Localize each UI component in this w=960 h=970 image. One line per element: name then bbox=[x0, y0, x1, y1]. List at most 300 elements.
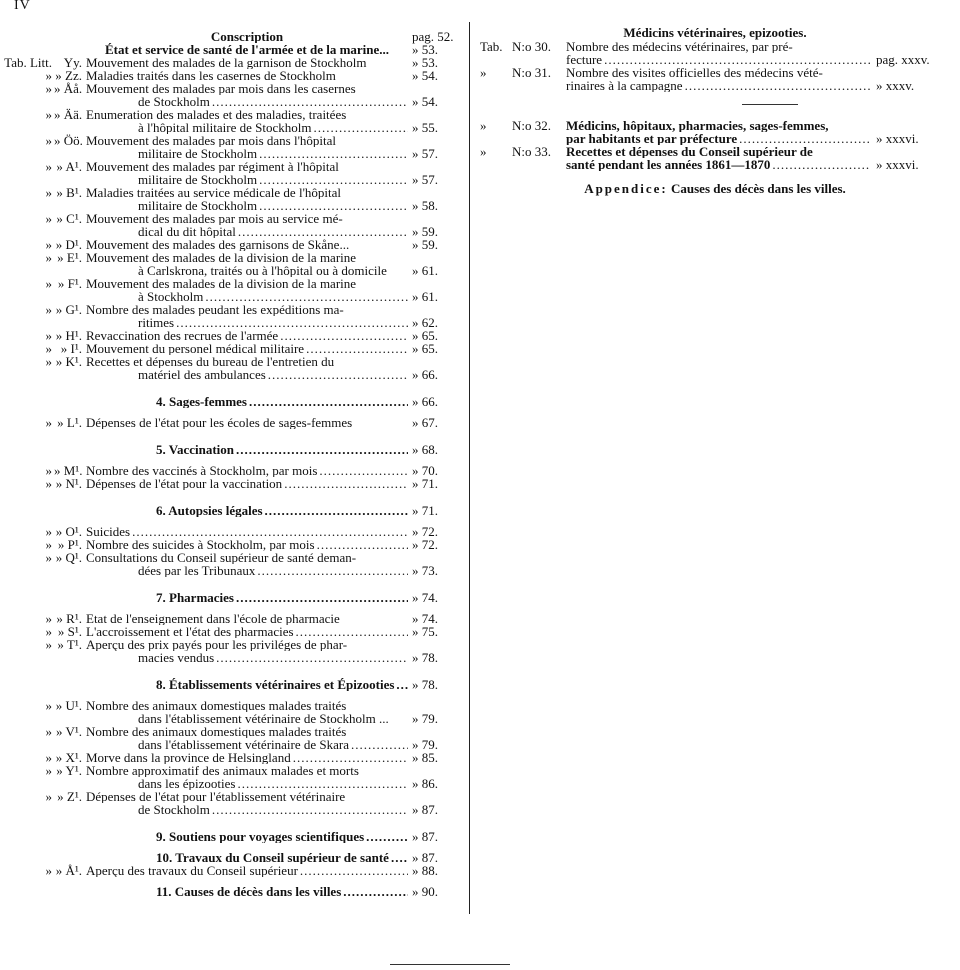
table-prefix: » bbox=[45, 524, 52, 539]
dot-leader bbox=[238, 225, 408, 238]
entry-text-cell bbox=[86, 238, 408, 251]
entry-text-cell bbox=[566, 66, 870, 79]
page-reference: » 87. bbox=[412, 802, 438, 817]
page-reference: » 86. bbox=[412, 776, 438, 791]
dot-leader bbox=[132, 525, 408, 538]
table-letter: » X¹. bbox=[55, 750, 82, 765]
page-reference: » 65. bbox=[412, 328, 438, 343]
page-reference: » 71. bbox=[412, 503, 438, 518]
table-letter: » Y¹. bbox=[56, 763, 82, 778]
entry-text-cell bbox=[566, 132, 870, 145]
dot-leader bbox=[176, 316, 408, 329]
entry-title: dans l'établissement vétérinaire de Skara bbox=[138, 738, 349, 751]
toc-entry bbox=[0, 212, 466, 225]
entry-title: Nombre approximatif des animaux malades et morts bbox=[86, 764, 359, 777]
toc-entry bbox=[0, 551, 466, 564]
dot-leader bbox=[265, 504, 408, 517]
entry-text-cell bbox=[86, 504, 408, 517]
section-heading-row bbox=[0, 30, 466, 43]
entry-title: Nombre des animaux domestiques malades traités bbox=[86, 699, 347, 712]
entry-text-cell bbox=[86, 725, 408, 738]
entry-text-cell bbox=[138, 121, 408, 134]
dot-leader bbox=[396, 678, 408, 691]
spacer bbox=[0, 381, 466, 395]
entry-text-cell bbox=[138, 738, 408, 751]
entry-text-cell bbox=[86, 108, 408, 121]
entry-title: fecture bbox=[566, 53, 603, 66]
table-prefix: » bbox=[45, 250, 52, 265]
table-letter: N:o 31. bbox=[512, 65, 551, 80]
entry-text-cell bbox=[138, 368, 408, 381]
dot-leader bbox=[259, 173, 408, 186]
toc-entry bbox=[0, 355, 466, 368]
entry-title: de Stockholm bbox=[138, 95, 210, 108]
entry-title: 4. Sages-femmes bbox=[156, 395, 247, 408]
entry-title: Recettes et dépenses du Conseil supérieur de bbox=[566, 145, 813, 158]
toc-entry bbox=[0, 803, 466, 816]
table-letter: » A¹. bbox=[56, 159, 82, 174]
entry-title: de Stockholm bbox=[138, 803, 210, 816]
entry-title: Dépenses de l'état pour l'établissement vétérinaire bbox=[86, 790, 346, 803]
entry-title: L'accroissement et l'état des pharmacies bbox=[86, 625, 294, 638]
entry-text-cell bbox=[86, 277, 408, 290]
page-reference: » 59. bbox=[412, 224, 438, 239]
dot-leader bbox=[296, 625, 408, 638]
entry-title: Mouvement des malades par mois dans l'hôpital bbox=[86, 134, 337, 147]
section-heading-row bbox=[0, 591, 466, 604]
right-column-heading: Médicins vétérinaires, epizooties. bbox=[623, 25, 807, 40]
page-reference: » 73. bbox=[412, 563, 438, 578]
entry-text-cell bbox=[86, 212, 408, 225]
section-heading-row bbox=[0, 504, 466, 517]
dot-leader bbox=[317, 538, 408, 551]
page-number: IV bbox=[14, 0, 31, 13]
entry-title: Etat de l'enseignement dans l'école de pharmacie bbox=[86, 612, 340, 625]
table-letter: » N¹. bbox=[55, 476, 82, 491]
table-prefix: » bbox=[45, 550, 52, 565]
entry-title: Mouvement des malades par mois dans les casernes bbox=[86, 82, 356, 95]
table-letter: » Å¹. bbox=[55, 863, 82, 878]
spacer bbox=[0, 843, 466, 851]
table-prefix: » bbox=[45, 237, 52, 252]
entry-title: ritimes bbox=[138, 316, 175, 329]
entry-text-cell bbox=[86, 764, 408, 777]
entry-title: par habitants et par préfecture bbox=[566, 132, 738, 145]
entry-title: Maladies traitées au service médicale de l'hôpital bbox=[86, 186, 342, 199]
table-letter: » R¹. bbox=[56, 611, 82, 626]
table-letter: » Öö. bbox=[54, 133, 83, 148]
entry-title: macies vendus bbox=[138, 651, 215, 664]
table-letter: » H¹. bbox=[55, 328, 82, 343]
entry-text-cell bbox=[138, 147, 408, 160]
section-heading-row bbox=[0, 395, 466, 408]
dot-leader bbox=[366, 830, 408, 843]
entry-title: militaire de Stockholm bbox=[138, 199, 258, 212]
entry-title: militaire de Stockholm bbox=[138, 147, 258, 160]
toc-entry bbox=[0, 416, 466, 429]
dot-leader bbox=[300, 864, 408, 877]
page-reference: » 75. bbox=[412, 624, 438, 639]
table-letter: » Ää. bbox=[54, 107, 83, 122]
entry-title: 6. Autopsies légales bbox=[156, 504, 263, 517]
dot-leader bbox=[268, 368, 408, 381]
table-letter: » Zz. bbox=[55, 68, 82, 83]
spacer bbox=[0, 877, 466, 885]
entry-text-cell bbox=[86, 638, 408, 651]
table-prefix: » bbox=[45, 81, 52, 96]
entry-title: Aperçu des prix payés pour les priviléges de phar- bbox=[86, 638, 348, 651]
page-reference: » 54. bbox=[412, 94, 438, 109]
toc-entry bbox=[0, 638, 466, 651]
page-reference: » 68. bbox=[412, 442, 438, 457]
entry-text-cell bbox=[566, 119, 870, 132]
table-prefix: » bbox=[45, 698, 52, 713]
entry-title: 9. Soutiens pour voyages scientifiques bbox=[156, 830, 365, 843]
table-letter: » O¹. bbox=[55, 524, 82, 539]
toc-entry bbox=[480, 79, 950, 92]
entry-text-cell bbox=[86, 525, 408, 538]
entry-text-cell bbox=[566, 40, 870, 53]
table-letter: » D¹. bbox=[55, 237, 82, 252]
dot-leader bbox=[604, 53, 870, 66]
table-prefix: » bbox=[45, 211, 52, 226]
entry-title: Enumeration des malades et des maladies, traitées bbox=[86, 108, 347, 121]
entry-title: Nombre des vaccinés à Stockholm, par mois bbox=[86, 464, 318, 477]
page-reference: » 90. bbox=[412, 884, 438, 899]
entry-text-cell bbox=[86, 591, 408, 604]
entry-text-cell bbox=[138, 777, 408, 790]
dot-leader bbox=[391, 851, 408, 864]
entry-title: matériel des ambulances bbox=[138, 368, 266, 381]
entry-title: dans les épizooties bbox=[138, 777, 236, 790]
entry-title: 5. Vaccination bbox=[156, 443, 235, 456]
toc-entry bbox=[0, 277, 466, 290]
page-reference: » xxxvi. bbox=[876, 157, 919, 172]
entry-title: Nombre des médecins vétérinaires, par pré- bbox=[566, 40, 793, 53]
entry-title: Nombre des suicides à Stockholm, par mois bbox=[86, 538, 315, 551]
entry-text-cell bbox=[86, 395, 408, 408]
page-reference: » 79. bbox=[412, 737, 438, 752]
entry-text-cell bbox=[566, 158, 870, 171]
table-letter: » G¹. bbox=[55, 302, 82, 317]
entry-title: 7. Pharmacies bbox=[156, 591, 234, 604]
table-prefix: » bbox=[45, 624, 52, 639]
table-prefix: » bbox=[45, 637, 52, 652]
dot-leader bbox=[205, 290, 408, 303]
entry-title: Suicides bbox=[86, 525, 131, 538]
toc-entry bbox=[0, 368, 466, 381]
entry-text-cell bbox=[86, 160, 408, 173]
section-heading-row bbox=[0, 443, 466, 456]
entry-text-cell bbox=[86, 443, 408, 456]
dot-leader bbox=[293, 751, 408, 764]
entry-text-cell bbox=[86, 885, 408, 898]
table-prefix: » bbox=[45, 302, 52, 317]
appendix-label: Appendice: bbox=[584, 181, 668, 196]
entry-text-cell bbox=[138, 290, 408, 303]
table-prefix: » bbox=[480, 144, 487, 159]
entry-text-cell bbox=[86, 551, 408, 564]
page-reference: » 53. bbox=[412, 42, 438, 57]
page-reference: » 62. bbox=[412, 315, 438, 330]
entry-text-cell bbox=[138, 199, 408, 212]
page-reference: » 72. bbox=[412, 537, 438, 552]
page-reference: » 88. bbox=[412, 863, 438, 878]
page-reference: » 55. bbox=[412, 120, 438, 135]
dot-leader bbox=[257, 564, 408, 577]
page-reference: » 78. bbox=[412, 677, 438, 692]
page-reference: » 85. bbox=[412, 750, 438, 765]
page-reference: » 79. bbox=[412, 711, 438, 726]
dot-leader bbox=[237, 777, 408, 790]
page-reference: » 70. bbox=[412, 463, 438, 478]
table-prefix: » bbox=[45, 341, 52, 356]
entry-title: 10. Travaux du Conseil supérieur de santé bbox=[156, 851, 389, 864]
entry-title: Mouvement des malades de la division de la marine bbox=[86, 251, 357, 264]
page-reference: » 67. bbox=[412, 415, 438, 430]
entry-text-cell bbox=[138, 651, 408, 664]
table-prefix: » bbox=[45, 133, 52, 148]
dot-leader bbox=[319, 464, 408, 477]
page-reference: » 57. bbox=[412, 146, 438, 161]
page-reference: » 78. bbox=[412, 650, 438, 665]
spacer bbox=[0, 664, 466, 678]
table-letter: » E¹. bbox=[57, 250, 82, 265]
toc-entry bbox=[0, 160, 466, 173]
dot-leader bbox=[249, 395, 408, 408]
page-reference: » 58. bbox=[412, 198, 438, 213]
table-letter: N:o 30. bbox=[512, 39, 551, 54]
column-divider bbox=[469, 22, 470, 914]
table-prefix: Tab. Litt. bbox=[4, 55, 52, 70]
entry-title: Revaccination des recrues de l'armée bbox=[86, 329, 279, 342]
toc-entry bbox=[0, 186, 466, 199]
table-prefix: » bbox=[45, 463, 52, 478]
entry-text-cell bbox=[138, 173, 408, 186]
entry-text-cell bbox=[86, 56, 408, 69]
entry-text-cell bbox=[86, 699, 408, 712]
entry-title: Mouvement des malades par mois au service mé- bbox=[86, 212, 343, 225]
table-letter: » F¹. bbox=[57, 276, 82, 291]
page-reference: pag. xxxv. bbox=[876, 52, 930, 67]
dot-leader bbox=[236, 443, 408, 456]
table-prefix: » bbox=[45, 328, 52, 343]
entry-text-cell bbox=[566, 79, 870, 92]
entry-text-cell bbox=[86, 477, 408, 490]
table-prefix: » bbox=[45, 750, 52, 765]
toc-entry bbox=[0, 651, 466, 664]
dot-leader bbox=[216, 651, 408, 664]
page-reference: » xxxv. bbox=[876, 78, 915, 93]
entry-title: Consultations du Conseil supérieur de santé deman- bbox=[86, 551, 357, 564]
entry-text-cell bbox=[86, 625, 408, 638]
entry-text-cell bbox=[86, 186, 408, 199]
page-reference: » 74. bbox=[412, 590, 438, 605]
table-letter: » K¹. bbox=[55, 354, 82, 369]
entry-text-cell bbox=[86, 416, 408, 429]
toc-entry bbox=[0, 699, 466, 712]
dot-leader bbox=[685, 79, 870, 92]
entry-title: Nombre des malades peudant les expéditions ma- bbox=[86, 303, 344, 316]
toc-entry bbox=[480, 158, 950, 171]
page-reference: » 72. bbox=[412, 524, 438, 539]
dot-leader bbox=[739, 132, 870, 145]
toc-entry bbox=[0, 108, 466, 121]
appendix-text: Causes des décès dans les villes. bbox=[671, 181, 846, 196]
entry-title: à Carlskrona, traités ou à l'hôpital ou à domicile bbox=[138, 264, 387, 277]
right-column-contents bbox=[480, 26, 950, 197]
entry-text-cell bbox=[86, 851, 408, 864]
entry-title: Mouvement des malades par régiment à l'hôpital bbox=[86, 160, 339, 173]
table-letter: N:o 32. bbox=[512, 118, 551, 133]
entry-text-cell bbox=[138, 225, 408, 238]
dot-leader bbox=[236, 591, 408, 604]
dot-leader bbox=[212, 95, 408, 108]
table-prefix: » bbox=[45, 68, 52, 83]
entry-text-cell bbox=[86, 30, 408, 43]
page-reference: » 66. bbox=[412, 367, 438, 382]
entry-title: Mouvement du personel médical militaire bbox=[86, 342, 305, 355]
table-letter: » T¹. bbox=[57, 637, 82, 652]
entry-text-cell bbox=[86, 329, 408, 342]
table-prefix: » bbox=[45, 415, 52, 430]
page-reference: » 61. bbox=[412, 289, 438, 304]
entry-title: à l'hôpital militaire de Stockholm bbox=[138, 121, 312, 134]
spacer bbox=[0, 816, 466, 830]
entry-title: dans l'établissement vétérinaire de Stockholm ... bbox=[138, 712, 389, 725]
table-prefix: » bbox=[45, 789, 52, 804]
entry-title: Mouvement des malades des garnisons de Skåne... bbox=[86, 238, 350, 251]
toc-entry bbox=[0, 477, 466, 490]
table-prefix: » bbox=[45, 863, 52, 878]
entry-text-cell bbox=[86, 830, 408, 843]
entry-text-cell bbox=[86, 303, 408, 316]
page-reference: pag. 52. bbox=[412, 29, 454, 44]
entry-text-cell bbox=[566, 53, 870, 66]
entry-text-cell bbox=[138, 316, 408, 329]
spacer bbox=[0, 577, 466, 591]
table-prefix: » bbox=[45, 724, 52, 739]
toc-entry bbox=[0, 251, 466, 264]
entry-text-cell bbox=[86, 538, 408, 551]
dot-leader bbox=[212, 803, 408, 816]
table-letter: » Q¹. bbox=[55, 550, 82, 565]
page-reference: » xxxvi. bbox=[876, 131, 919, 146]
spacer bbox=[0, 490, 466, 504]
entry-text-cell bbox=[86, 134, 408, 147]
toc-entry bbox=[0, 82, 466, 95]
page-reference: » 65. bbox=[412, 341, 438, 356]
table-letter: » Åå. bbox=[54, 81, 83, 96]
dot-leader bbox=[306, 342, 408, 355]
table-letter: N:o 33. bbox=[512, 144, 551, 159]
toc-entry bbox=[0, 764, 466, 777]
page-reference: » 71. bbox=[412, 476, 438, 491]
entry-text-cell bbox=[86, 464, 408, 477]
entry-text-cell bbox=[86, 82, 408, 95]
entry-title: dical du dit hôpital bbox=[138, 225, 236, 238]
table-letter: Yy. bbox=[63, 55, 82, 70]
table-prefix: » bbox=[45, 185, 52, 200]
page-reference: » 87. bbox=[412, 829, 438, 844]
table-letter: » U¹. bbox=[55, 698, 82, 713]
entry-title: Dépenses de l'état pour la vaccination bbox=[86, 477, 283, 490]
page-reference: » 54. bbox=[412, 68, 438, 83]
section-heading-row bbox=[0, 885, 466, 898]
dot-leader bbox=[772, 158, 870, 171]
dot-leader bbox=[259, 147, 408, 160]
entry-title: rinaires à la campagne bbox=[566, 79, 683, 92]
dot-leader bbox=[284, 477, 408, 490]
entry-title: 11. Causes de décès dans les villes bbox=[156, 885, 342, 898]
table-letter: » V¹. bbox=[55, 724, 82, 739]
entry-text-cell bbox=[86, 678, 408, 691]
spacer bbox=[480, 105, 950, 119]
table-letter: » I¹. bbox=[60, 341, 82, 356]
toc-entry bbox=[0, 864, 466, 877]
entry-text-cell bbox=[86, 751, 408, 764]
dot-leader bbox=[280, 329, 408, 342]
entry-title: dées par les Tribunaux bbox=[138, 564, 256, 577]
entry-text-cell bbox=[86, 612, 408, 625]
entry-title: Dépenses de l'état pour les écoles de sages-femmes bbox=[86, 416, 353, 429]
left-column-contents bbox=[0, 30, 466, 898]
dot-leader bbox=[259, 199, 408, 212]
spacer bbox=[0, 429, 466, 443]
entry-title: 8. Établissements vétérinaires et Épizooties bbox=[156, 678, 395, 691]
table-prefix: » bbox=[45, 476, 52, 491]
table-prefix: » bbox=[45, 159, 52, 174]
page-reference: » 53. bbox=[412, 55, 438, 70]
appendix-line bbox=[480, 181, 950, 197]
table-prefix: » bbox=[45, 107, 52, 122]
entry-text-cell bbox=[86, 864, 408, 877]
dot-leader bbox=[343, 885, 408, 898]
entry-title: Aperçu des travaux du Conseil supérieur bbox=[86, 864, 298, 877]
entry-title: Nombre des animaux domestiques malades traités bbox=[86, 725, 347, 738]
table-prefix: » bbox=[45, 276, 52, 291]
toc-entry bbox=[0, 725, 466, 738]
toc-entry bbox=[0, 564, 466, 577]
page-reference: » 59. bbox=[412, 237, 438, 252]
table-letter: » Z¹. bbox=[57, 789, 82, 804]
table-letter: » B¹. bbox=[56, 185, 82, 200]
table-letter: » P¹. bbox=[57, 537, 82, 552]
entry-text-cell bbox=[86, 355, 408, 368]
entry-title: État et service de santé de l'armée et de la marine... bbox=[104, 43, 390, 56]
table-prefix: » bbox=[45, 763, 52, 778]
table-letter: » C¹. bbox=[56, 211, 82, 226]
table-prefix: » bbox=[45, 611, 52, 626]
entry-title: Morve dans la province de Helsingland bbox=[86, 751, 291, 764]
entry-title: Nombre des visites officielles des médecins vété- bbox=[566, 66, 823, 79]
section-heading-row bbox=[0, 830, 466, 843]
table-prefix: » bbox=[45, 537, 52, 552]
toc-entry bbox=[0, 303, 466, 316]
entry-text-cell bbox=[86, 69, 408, 82]
entry-text-cell bbox=[138, 564, 408, 577]
table-prefix: » bbox=[45, 354, 52, 369]
entry-text-cell bbox=[138, 264, 408, 277]
page-reference: » 74. bbox=[412, 611, 438, 626]
table-prefix: Tab. bbox=[480, 39, 503, 54]
entry-text-cell bbox=[138, 712, 408, 725]
page-reference: » 66. bbox=[412, 394, 438, 409]
entry-title: Maladies traités dans les casernes de Stockholm bbox=[86, 69, 336, 82]
entry-title: Médicins, hôpitaux, pharmacies, sages-femmes, bbox=[566, 119, 829, 132]
section-heading-row bbox=[0, 678, 466, 691]
dot-leader bbox=[313, 121, 408, 134]
